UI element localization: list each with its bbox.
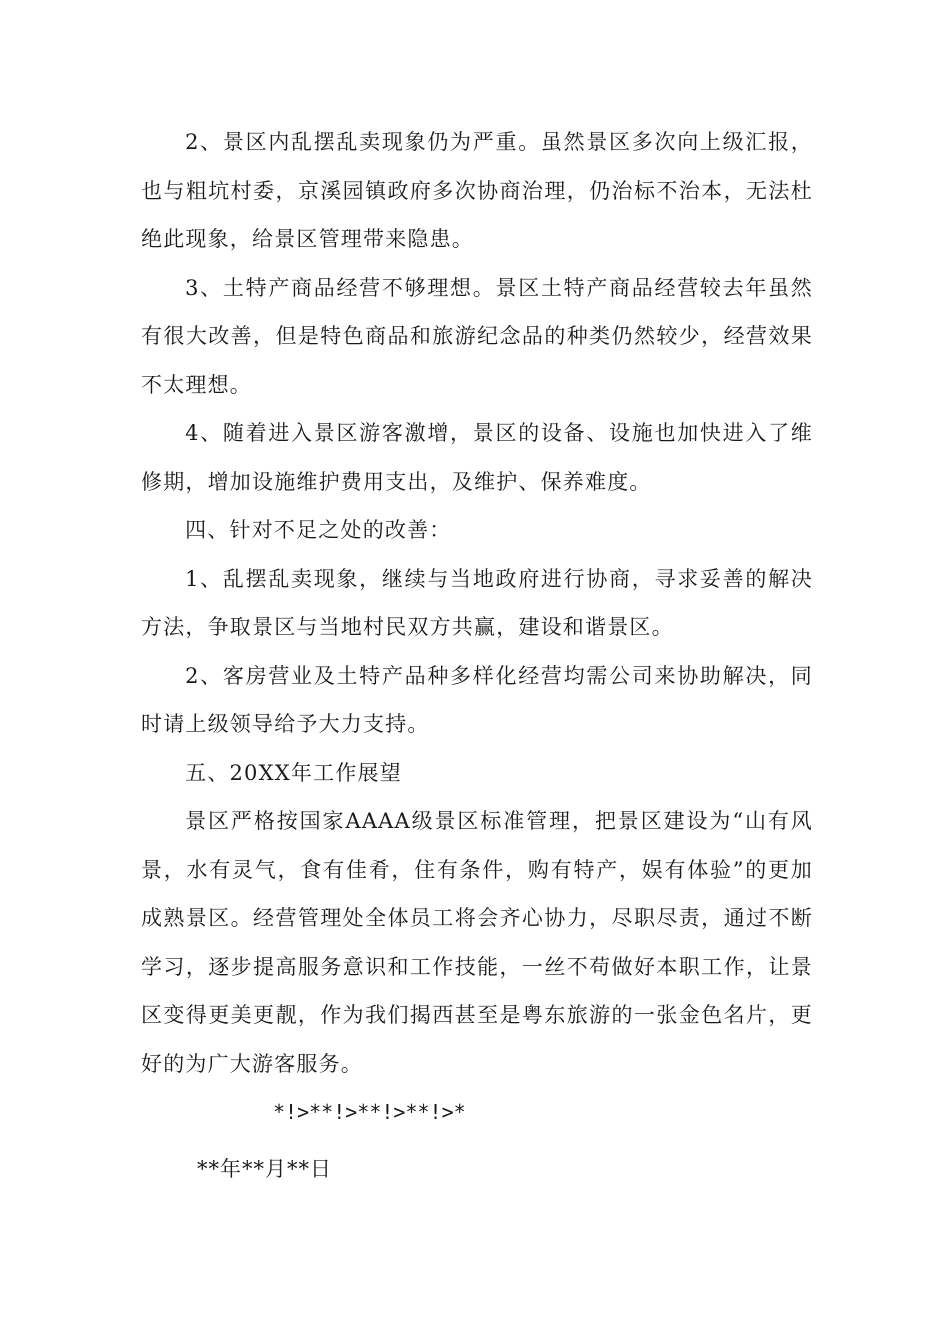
paragraph-issue-4: 4、随着进入景区游客激增，景区的设备、设施也加快进入了维修期，增加设施维护费用支出，及维护、保养难度。 (141, 421, 813, 494)
paragraph-issue-2: 2、景区内乱摆乱卖现象仍为严重。虽然景区多次向上级汇报，也与粗坑村委，京溪园镇政府多次协商治理，仍治标不治本，无法杜绝此现象，给景区管理带来隐患。 (141, 130, 813, 251)
paragraph-issue-3: 3、土特产商品经营不够理想。景区土特产商品经营较去年虽然有很大改善，但是特色商品和旅游纪念品的种类仍然较少，经营效果不太理想。 (141, 275, 813, 397)
document-body (141, 118, 813, 1214)
section-heading-improvements: 四、针对不足之处的改善： (185, 518, 452, 542)
separator-line: *!>**!>**!>**!>* (273, 1100, 466, 1124)
paragraph-improvement-1: 1、乱摆乱卖现象，继续与当地政府进行协商，寻求妥善的解决方法，争取景区与当地村民双方共赢，建设和谐景区。 (141, 566, 813, 639)
paragraph-improvement-2: 2、客房营业及土特产品种多样化经营均需公司来协助解决，同时请上级领导给予大力支持。 (141, 663, 813, 736)
section-heading-outlook: 五、20XX年工作展望 (185, 760, 402, 785)
paragraph-outlook: 景区严格按国家AAAA级景区标准管理，把景区建设为“山有风景，水有灵气，食有佳肴，住有条件，购有特产，娱有体验”的更加成熟景区。经营管理处全体员工将会齐心协力，尽职尽责，通过不断学习，逐步提高服务意识和工作技能，一丝不苟做好本职工作，让景区变得更美更靓，作为我们揭西甚至是粤东旅游的一张金色名片，更好的为广大游客服务。 (141, 809, 813, 1076)
document-date: **年**月**日 (197, 1156, 332, 1181)
